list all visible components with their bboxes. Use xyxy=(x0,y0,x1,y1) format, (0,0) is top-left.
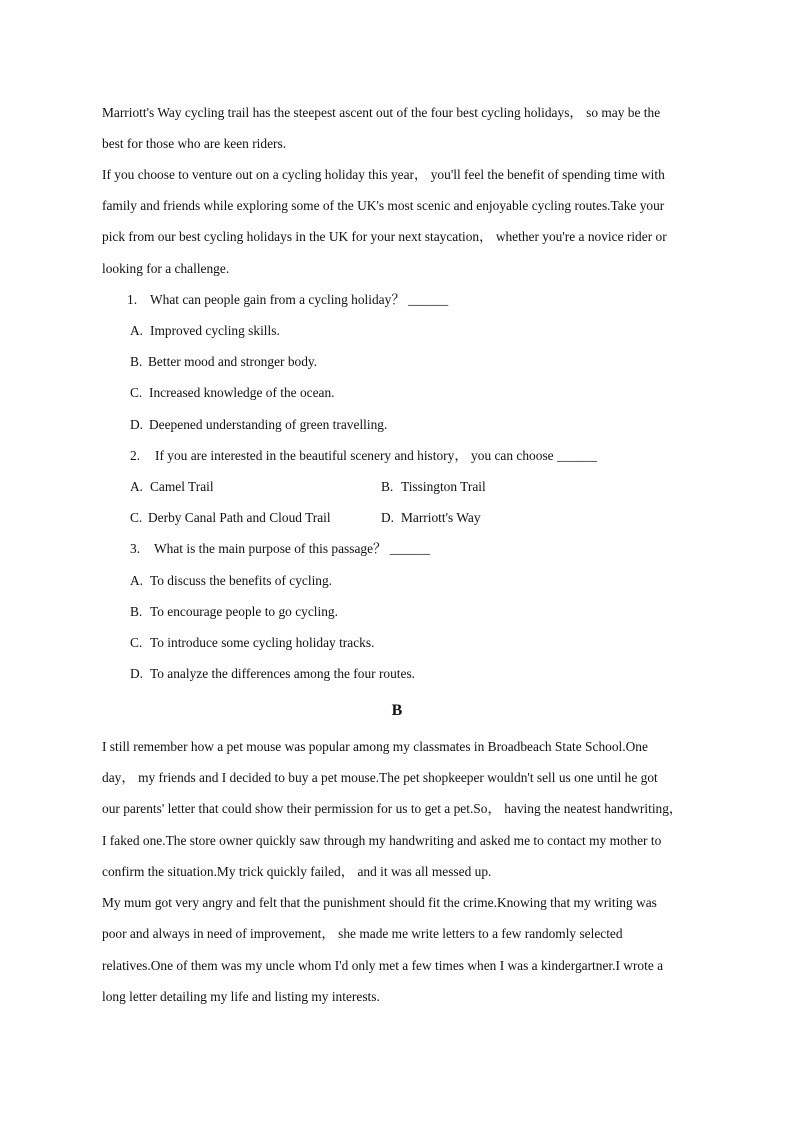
option-label: A. xyxy=(130,573,144,588)
passage-line: our parents' letter that could show their permission for us to get a pet.So， having the neatest handwriting， xyxy=(102,801,683,816)
option-text: Increased knowledge of the ocean. xyxy=(149,385,335,400)
question-number: 3. xyxy=(130,541,141,556)
option-text: To analyze the differences among the four routes. xyxy=(150,666,416,681)
passage-line: pick from our best cycling holidays in the UK for your next staycation， whether you're a novice rider or xyxy=(102,229,667,244)
passage-line: I faked one.The store owner quickly saw through my handwriting and asked me to contact my mother to xyxy=(102,833,662,848)
passage-line: day， my friends and I decided to buy a pet mouse.The pet shopkeeper wouldn't sell us one until he got xyxy=(102,770,658,785)
question-text: What is the main purpose of this passage？ ______ xyxy=(154,541,430,556)
option-text: Improved cycling skills. xyxy=(150,323,280,338)
option-text: To encourage people to go cycling. xyxy=(150,604,338,619)
section-heading: B xyxy=(391,702,403,719)
option-label: A. xyxy=(130,323,144,338)
passage-line: confirm the situation.My trick quickly failed， and it was all messed up. xyxy=(102,864,492,879)
question-number: 2. xyxy=(130,448,141,463)
option-label: D. xyxy=(130,666,144,681)
passage-line: If you choose to venture out on a cycling holiday this year， you'll feel the benefit of spending time with xyxy=(102,167,665,182)
option-label: A. xyxy=(130,479,144,494)
passage-line: I still remember how a pet mouse was popular among my classmates in Broadbeach State School.One xyxy=(102,739,648,754)
passage-line: looking for a challenge. xyxy=(102,261,230,276)
passage-line: relatives.One of them was my uncle whom I'd only met a few times when I was a kindergartner.I wrote a xyxy=(102,958,664,973)
option-label: B. xyxy=(381,479,394,494)
option-label: B. xyxy=(130,604,143,619)
option-text: Derby Canal Path and Cloud Trail xyxy=(148,510,331,525)
passage-line: Marriott's Way cycling trail has the steepest ascent out of the four best cycling holidays， so may be the xyxy=(102,105,661,120)
option-text: Tissington Trail xyxy=(401,479,486,494)
option-label: B. xyxy=(130,354,143,369)
option-text: Marriott's Way xyxy=(401,510,481,525)
option-label: C. xyxy=(130,635,143,650)
option-text: Better mood and stronger body. xyxy=(148,354,318,369)
option-text: To discuss the benefits of cycling. xyxy=(150,573,333,588)
passage-line: long letter detailing my life and listing my interests. xyxy=(102,989,380,1004)
question-text: What can people gain from a cycling holiday？ ______ xyxy=(150,292,449,307)
passage-line: My mum got very angry and felt that the punishment should fit the crime.Knowing that my writing was xyxy=(102,895,657,910)
option-label: C. xyxy=(130,510,143,525)
question-number: 1. xyxy=(127,292,138,307)
passage-line: poor and always in need of improvement， she made me write letters to a few randomly selected xyxy=(102,926,623,941)
question-text: If you are interested in the beautiful scenery and history， you can choose ______ xyxy=(155,448,598,463)
passage-line: family and friends while exploring some of the UK's most scenic and enjoyable cycling routes.Take your xyxy=(102,198,665,213)
option-text: To introduce some cycling holiday tracks. xyxy=(150,635,375,650)
passage-line: best for those who are keen riders. xyxy=(102,136,287,151)
option-label: D. xyxy=(130,417,144,432)
option-text: Deepened understanding of green travelling. xyxy=(149,417,388,432)
option-text: Camel Trail xyxy=(150,479,214,494)
option-label: D. xyxy=(381,510,395,525)
option-label: C. xyxy=(130,385,143,400)
